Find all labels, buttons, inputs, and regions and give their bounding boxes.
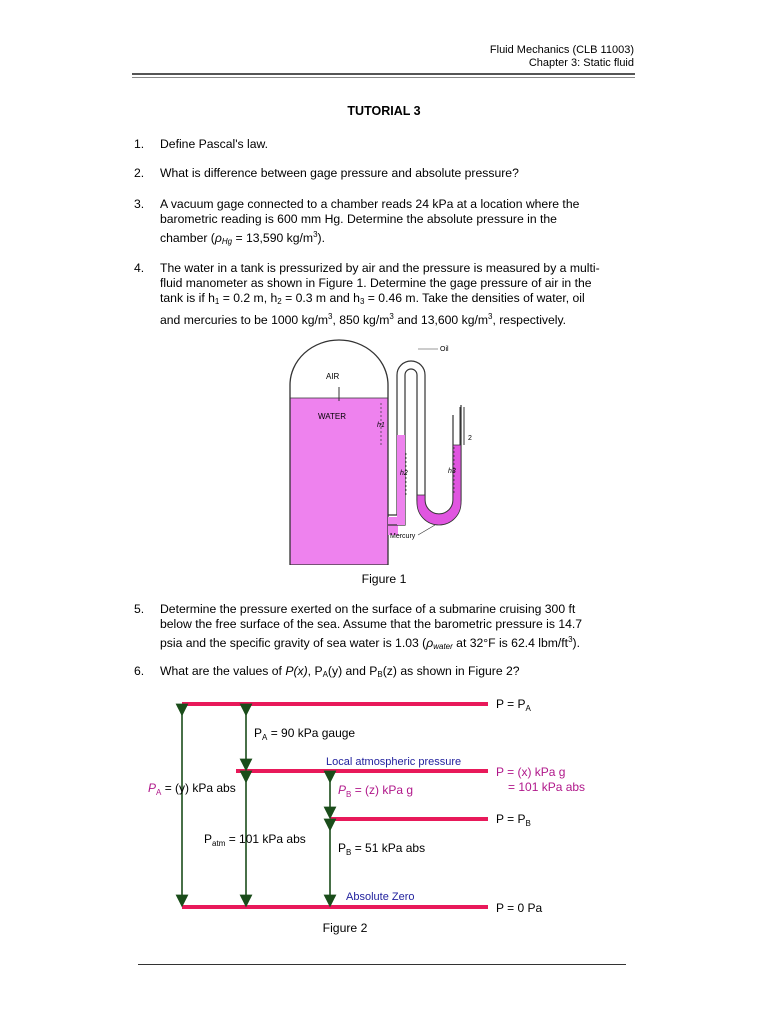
- figure-1-caption: Figure 1: [361, 572, 407, 586]
- point-2-label: 2: [468, 435, 472, 442]
- q4-text: and mercuries to be 1000 kg/m: [160, 313, 329, 327]
- question-4-text: [160, 261, 634, 328]
- subscript: 2: [277, 297, 282, 306]
- rho-subscript: Hg: [221, 237, 233, 246]
- q4-text: = 0.3 m and h: [281, 291, 360, 305]
- q3-line-1: A vacuum gage connected to a chamber reads 24 kPa at a location where the: [160, 197, 580, 211]
- chapter-title: Chapter 3: Static fluid: [528, 57, 634, 69]
- footer-rule: [138, 964, 626, 965]
- question-number: 4.: [134, 261, 145, 275]
- question-5-text: [160, 602, 634, 654]
- exponent: 3: [389, 312, 394, 321]
- q4-text: tank is if h: [160, 291, 215, 305]
- q6-text: What are the values of: [160, 664, 286, 678]
- subscript: B: [377, 670, 383, 679]
- oil-label: Oil: [440, 346, 449, 353]
- pb-gauge-label: $P_B = (z)$ kPa g: [338, 783, 414, 799]
- q5-text: at 32°F is 62.4 lbm/ft: [452, 636, 569, 650]
- q4-line-4: [160, 309, 634, 328]
- q6-text: , P: [307, 664, 323, 678]
- rho-subscript: water: [433, 642, 453, 651]
- right-label-p0: P = 0 Pa: [496, 901, 543, 915]
- q4-line-3: [160, 291, 634, 309]
- exponent: 3: [313, 230, 318, 239]
- course-title: Fluid Mechanics (CLB 11003): [489, 44, 634, 56]
- q5-line-2: below the free surface of the sea. Assume that the barometric pressure is 14.7: [160, 617, 583, 631]
- header-rule: [132, 73, 635, 75]
- course-header: [490, 44, 634, 70]
- question-number: 1.: [134, 137, 145, 151]
- q4-text: , respectively.: [492, 313, 567, 327]
- pa-abs-label: $P_A = (y)$ kPa abs: [148, 781, 236, 797]
- question-1-text: Define Pascal's law.: [160, 137, 269, 151]
- mercury-leader: [418, 525, 435, 535]
- q4-text: = 0.46 m. Take the densities of water, oil: [364, 291, 585, 305]
- question-3-text: [160, 197, 634, 249]
- question-number: 3.: [134, 197, 145, 211]
- subscript: A: [322, 670, 328, 679]
- h2-label: h2: [400, 470, 408, 477]
- local-atmospheric-label: Local atmospheric pressure: [326, 756, 462, 768]
- q4-text: = 0.2 m, h: [219, 291, 278, 305]
- question-number: 5.: [134, 602, 145, 616]
- q3-line-3: [160, 227, 634, 249]
- q5-line-1: Determine the pressure exerted on the surface of a submarine cruising 300 ft: [160, 602, 576, 616]
- figure-2-caption: Figure 2: [322, 921, 368, 935]
- q3-line-2: barometric reading is 600 mm Hg. Determine the absolute pressure in the: [160, 212, 557, 226]
- mercury-fill: [417, 445, 461, 525]
- header-rule-thin: [132, 77, 635, 78]
- figure-2-pressure-diagram: [140, 690, 620, 920]
- water-label: WATER: [318, 412, 346, 421]
- figure-1-manometer: [280, 335, 495, 565]
- right-label-px: P = (x) kPa g: [496, 765, 566, 779]
- q6-text: (z) as shown in Figure 2?: [382, 664, 520, 678]
- question-number: 6.: [134, 664, 145, 678]
- mercury-label: Mercury: [390, 533, 416, 540]
- exponent: 3: [328, 312, 333, 321]
- tank-water: [290, 398, 388, 565]
- q6-text: (y) and P: [327, 664, 378, 678]
- pb-abs-label: $P_B = 51$ kPa abs: [338, 841, 426, 857]
- q4-text: and 13,600 kg/m: [393, 313, 489, 327]
- q5-text: psia and the specific gravity of sea water is 1.03 (: [160, 636, 427, 650]
- question-2-text: What is difference between gage pressure and absolute pressure?: [160, 166, 519, 180]
- q3-text: chamber (: [160, 231, 215, 245]
- subscript: 1: [214, 297, 220, 306]
- q6-px: P(x): [285, 664, 308, 678]
- q4-text: , 850 kg/m: [332, 313, 390, 327]
- subscript: 3: [359, 297, 365, 306]
- right-label-pa: $P = P_A$: [496, 697, 531, 713]
- q3-text: = 13,590 kg/m: [232, 231, 314, 245]
- rho-symbol: ρ: [426, 636, 434, 650]
- tube-water: [397, 435, 405, 525]
- question-number: 2.: [134, 166, 145, 180]
- question-6-text: [160, 664, 634, 682]
- right-label-px-abs: = 101 kPa abs: [508, 780, 586, 794]
- q5-line-3: [160, 632, 634, 654]
- exponent: 3: [488, 312, 493, 321]
- q3-text: ).: [317, 231, 325, 245]
- absolute-zero-label: Absolute Zero: [346, 891, 415, 903]
- air-label: AIR: [326, 372, 340, 381]
- patm-label: $P_{atm} = 101$ kPa abs: [204, 832, 306, 848]
- q4-line-1: The water in a tank is pressurized by air and the pressure is measured by a multi-: [160, 261, 600, 275]
- q5-text: ).: [572, 636, 580, 650]
- q4-line-2: fluid manometer as shown in Figure 1. Determine the gage pressure of air in the: [160, 276, 592, 290]
- page-title: TUTORIAL 3: [347, 104, 421, 118]
- h3-label: h3: [448, 468, 456, 475]
- rho-symbol: ρ: [214, 231, 222, 245]
- exponent: 3: [568, 635, 573, 644]
- pa-gauge-label: $P_A = 90$ kPa gauge: [254, 726, 356, 742]
- right-label-pb: $P = P_B$: [496, 812, 531, 828]
- h1-label: h1: [377, 422, 385, 429]
